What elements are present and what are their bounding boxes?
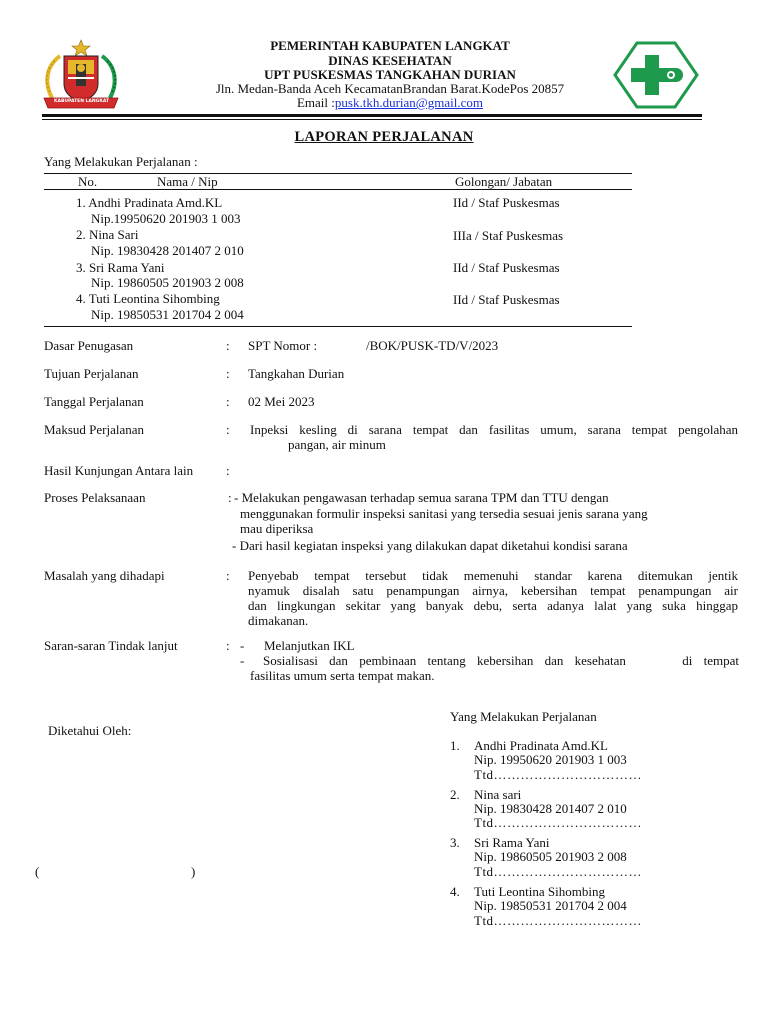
tujuan-value: Tangkahan Durian xyxy=(248,366,345,381)
sig-number: 4. xyxy=(450,884,460,899)
saran-item: Melanjutkan IKL xyxy=(264,638,355,653)
row-name: 2. Nina Sari xyxy=(76,227,139,242)
proses-item: - Melakukan pengawasan terhadap semua sarana TPM dan TTU dengan xyxy=(234,490,609,505)
saran-label: Saran-saran Tindak lanjut xyxy=(44,638,178,653)
proses-item-cont: menggunakan formulir inspeksi sanitasi yang tersedia sesuai jenis sarana yang xyxy=(240,506,648,521)
header-unit: UPT PUSKESMAS TANGKAHAN DURIAN xyxy=(264,67,516,82)
masalah-line: dimakanan. xyxy=(248,613,309,628)
masalah-value xyxy=(248,568,738,628)
sig-nip: Nip. 19860505 201903 2 008 xyxy=(474,849,627,864)
colon: : xyxy=(226,394,230,409)
row-nip: Nip. 19850531 201704 2 004 xyxy=(91,307,244,322)
row-rank: IId / Staf Puskesmas xyxy=(453,292,560,307)
tujuan-label: Tujuan Perjalanan xyxy=(44,366,139,381)
sig-ttd: Ttd…………………………… xyxy=(474,913,643,928)
table-header-rank: Golongan/ Jabatan xyxy=(455,174,553,189)
proses-label: Proses Pelaksanaan xyxy=(44,490,146,505)
row-rank: IId / Staf Puskesmas xyxy=(453,195,560,210)
email-label: Email : xyxy=(296,95,335,110)
header-email-line xyxy=(150,95,630,110)
email-link[interactable]: pusk.tkh.durian@gmail.com xyxy=(334,95,483,110)
row-name: 4. Tuti Leontina Sihombing xyxy=(76,291,220,306)
maksud-line: Inpeksi kesling di sarana tempat dan fasilitas umum, sarana tempat pengolahan xyxy=(250,422,738,437)
masalah-label: Masalah yang dihadapi xyxy=(44,568,165,583)
colon: : xyxy=(226,568,230,583)
paren-close: ) xyxy=(191,864,196,879)
saran-line: Sosialisasi dan pembinaan tentang kebersihan dan kesehatan di tempat xyxy=(263,653,739,668)
header-rule-thin xyxy=(42,119,702,120)
row-nip: Nip. 19830428 201407 2 010 xyxy=(91,243,244,258)
table-header-name: Nama / Nip xyxy=(157,174,218,189)
colon: : xyxy=(226,338,230,353)
tanggal-label: Tanggal Perjalanan xyxy=(44,394,144,409)
colon: : xyxy=(226,638,230,653)
paren-open: ( xyxy=(35,864,40,879)
masalah-line: Penyebab tempat tersebut tidak memenuhi standar karena ditemukan jentik xyxy=(248,568,738,583)
travelers-sign-heading: Yang Melakukan Perjalanan xyxy=(450,709,597,724)
row-nip: Nip.19950620 201903 1 003 xyxy=(91,211,241,226)
sig-ttd: Ttd…………………………… xyxy=(474,815,643,830)
header-government: PEMERINTAH KABUPATEN LANGKAT xyxy=(270,38,510,53)
colon: : xyxy=(228,490,232,505)
sig-name: Andhi Pradinata Amd.KL xyxy=(474,738,608,753)
tanggal-value: 02 Mei 2023 xyxy=(248,394,315,409)
sig-number: 1. xyxy=(450,738,460,753)
sig-nip: Nip. 19830428 201407 2 010 xyxy=(474,801,627,816)
row-rank: IId / Staf Puskesmas xyxy=(453,260,560,275)
table-header-rule xyxy=(44,189,632,190)
sig-name: Nina sari xyxy=(474,787,522,802)
maksud-line: pangan, air minum xyxy=(288,437,386,452)
sig-name: Sri Rama Yani xyxy=(474,835,550,850)
spt-number-value: /BOK/PUSK-TD/V/2023 xyxy=(366,338,499,353)
sig-nip: Nip. 19950620 201903 1 003 xyxy=(474,752,627,767)
header-department: DINAS KESEHATAN xyxy=(328,53,452,68)
header-rule-thick xyxy=(42,114,702,117)
sig-number: 2. xyxy=(450,787,460,802)
proses-item: - Dari hasil kegiatan inspeksi yang dilakukan dapat diketahui kondisi sarana xyxy=(232,538,628,553)
travelers-label: Yang Melakukan Perjalanan : xyxy=(44,154,198,169)
header-address: Jln. Medan-Banda Aceh KecamatanBrandan Barat.KodePos 20857 xyxy=(215,81,565,96)
masalah-line: nyamuk disalah satu penampungan airnya, kebersihan tempat penampungan air xyxy=(248,583,738,598)
hasil-label: Hasil Kunjungan Antara lain xyxy=(44,463,194,478)
emblem-banner-text: KABUPATEN LANGKAT xyxy=(54,99,110,104)
table-bottom-rule xyxy=(44,326,632,327)
saran-dash: - xyxy=(240,653,245,668)
colon: : xyxy=(226,463,230,478)
dasar-label: Dasar Penugasan xyxy=(44,338,134,353)
saran-item-cont: fasilitas umum serta tempat makan. xyxy=(250,668,435,683)
sig-number: 3. xyxy=(450,835,460,850)
table-header-no: No. xyxy=(78,174,98,189)
row-rank: IIIa / Staf Puskesmas xyxy=(453,228,564,243)
sig-name: Tuti Leontina Sihombing xyxy=(474,884,605,899)
saran-item-2 xyxy=(263,653,739,668)
sig-ttd: Ttd…………………………… xyxy=(474,767,643,782)
masalah-line: dan lingkungan sekitar yang banyak debu, serta adanya lalat yang suka hinggap xyxy=(248,598,738,613)
document-title: LAPORAN PERJALANAN xyxy=(294,129,474,145)
known-by-label: Diketahui Oleh: xyxy=(48,723,132,738)
sig-ttd: Ttd…………………………… xyxy=(474,864,643,879)
maksud-value xyxy=(250,422,738,452)
colon: : xyxy=(226,366,230,381)
spt-number-label: SPT Nomor : xyxy=(248,338,318,353)
colon: : xyxy=(226,422,230,437)
proses-item-cont: mau diperiksa xyxy=(240,521,314,536)
sig-nip: Nip. 19850531 201704 2 004 xyxy=(474,898,627,913)
row-name: 3. Sri Rama Yani xyxy=(76,260,165,275)
maksud-label: Maksud Perjalanan xyxy=(44,422,145,437)
row-nip: Nip. 19860505 201903 2 008 xyxy=(91,275,244,290)
row-name: 1. Andhi Pradinata Amd.KL xyxy=(76,195,223,210)
saran-dash: - xyxy=(240,638,245,653)
